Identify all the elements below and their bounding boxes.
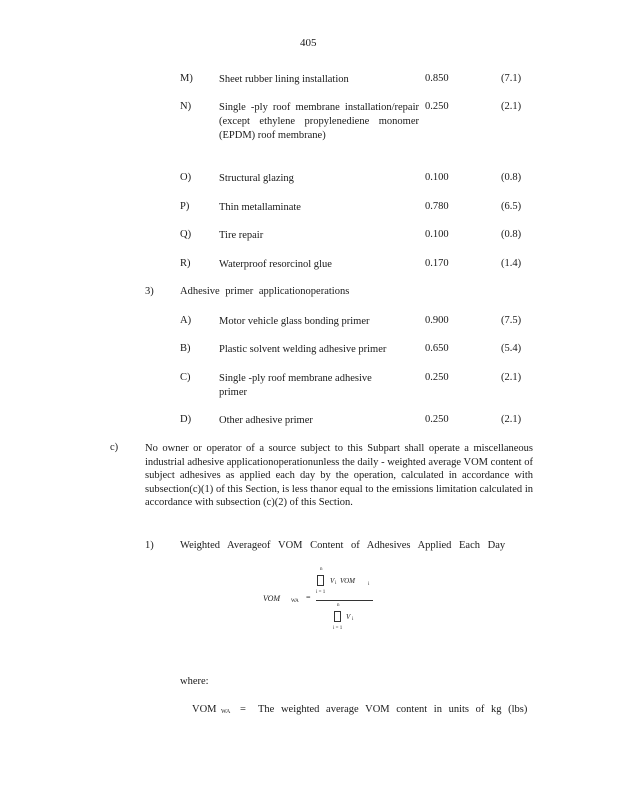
denominator-volume-subscript: i [352,617,354,622]
definition-term: VOM [192,704,217,715]
subsection-title: Weighted Averageof VOM Content of Adhesives Applied Each Day [180,540,506,551]
item-paren-value: (0.8) [501,229,522,240]
item-value: 0.250 [425,101,449,112]
item-paren-value: (1.4) [501,258,522,269]
item-letter: B) [180,343,191,354]
item-paren-value: (2.1) [501,101,522,112]
sum-lower-limit: i = 1 [333,626,343,631]
item-paren-value: (2.1) [501,414,522,425]
item-letter: D) [180,414,192,425]
item-value: 0.650 [425,343,449,354]
item-letter: R) [180,258,191,269]
item-description: Single -ply roof membrane adhesive primer [219,373,372,398]
paragraph-text: No owner or operator of a source subject to this Subpart shall operate a miscellaneous industrial adhesive applicationoperationunless the daily - weighted average VOM content of subject adhesives as applied each day by the operation, calculated in accordance with subsection(c)(1) of this Section, is less thanor equal to the emissions limitation calculated in accordance with subsection (c)(2) of this Section. [145,443,533,509]
formula-equals: = [306,593,311,602]
item-paren-value: (2.1) [501,372,522,383]
item-description: Single -ply roof membrane installation/repair (except ethylene propylenediene monomer (EPDM) roof membrane) [219,102,419,141]
item-description: Other adhesive primer [219,415,313,426]
item-paren-value: (6.5) [501,201,522,212]
item-value: 0.900 [425,315,449,326]
definition-equals: = [240,704,246,715]
paragraph-label: c) [110,442,119,453]
item-value: 0.250 [425,414,449,425]
sum-lower-limit: i = 1 [316,590,326,595]
item-letter: Q) [180,229,192,240]
item-description: Thin metallaminate [219,202,301,213]
item-letter: N) [180,101,192,112]
sum-upper-limit: n [337,603,340,608]
item-paren-value: (7.5) [501,315,522,326]
item-description: Structural glazing [219,173,294,184]
item-letter: C) [180,372,191,383]
numerator-vom-subscript: i [368,582,370,587]
item-description: Tire repair [219,230,264,241]
item-letter: O) [180,172,192,183]
item-description: Waterproof resorcinol glue [219,259,332,270]
definition-text: The weighted average VOM content in units of kg (lbs) [258,704,528,715]
subsection-number: 1) [145,540,154,551]
item-value: 0.250 [425,372,449,383]
item-letter: P) [180,201,190,212]
sum-upper-limit: n [320,567,323,572]
definition-term-subscript: WA [221,709,231,715]
item-letter: A) [180,315,192,326]
item-value: 0.850 [425,73,449,84]
item-value: 0.780 [425,201,449,212]
item-value: 0.100 [425,229,449,240]
formula-lhs-subscript: WA [291,599,299,604]
summation-icon [334,611,341,625]
fraction-bar [316,600,373,601]
item-description: Plastic solvent welding adhesive primer [219,344,387,355]
summation-icon [317,575,324,589]
item-paren-value: (7.1) [501,73,522,84]
numerator-volume: V [330,577,335,585]
numerator-volume-subscript: i [335,581,337,586]
item-description: Motor vehicle glass bonding primer [219,316,370,327]
section-number: 3) [145,286,154,297]
denominator-volume: V [346,613,351,621]
item-paren-value: (0.8) [501,172,522,183]
item-paren-value: (5.4) [501,343,522,354]
numerator-vom: VOM [340,577,355,585]
item-value: 0.100 [425,172,449,183]
where-label: where: [180,676,209,687]
item-value: 0.170 [425,258,449,269]
item-description: Sheet rubber lining installation [219,74,349,85]
item-letter: M) [180,73,193,84]
page-number: 405 [300,37,317,49]
formula-lhs: VOM [263,594,281,603]
section-title: Adhesive primer applicationoperations [180,286,350,297]
